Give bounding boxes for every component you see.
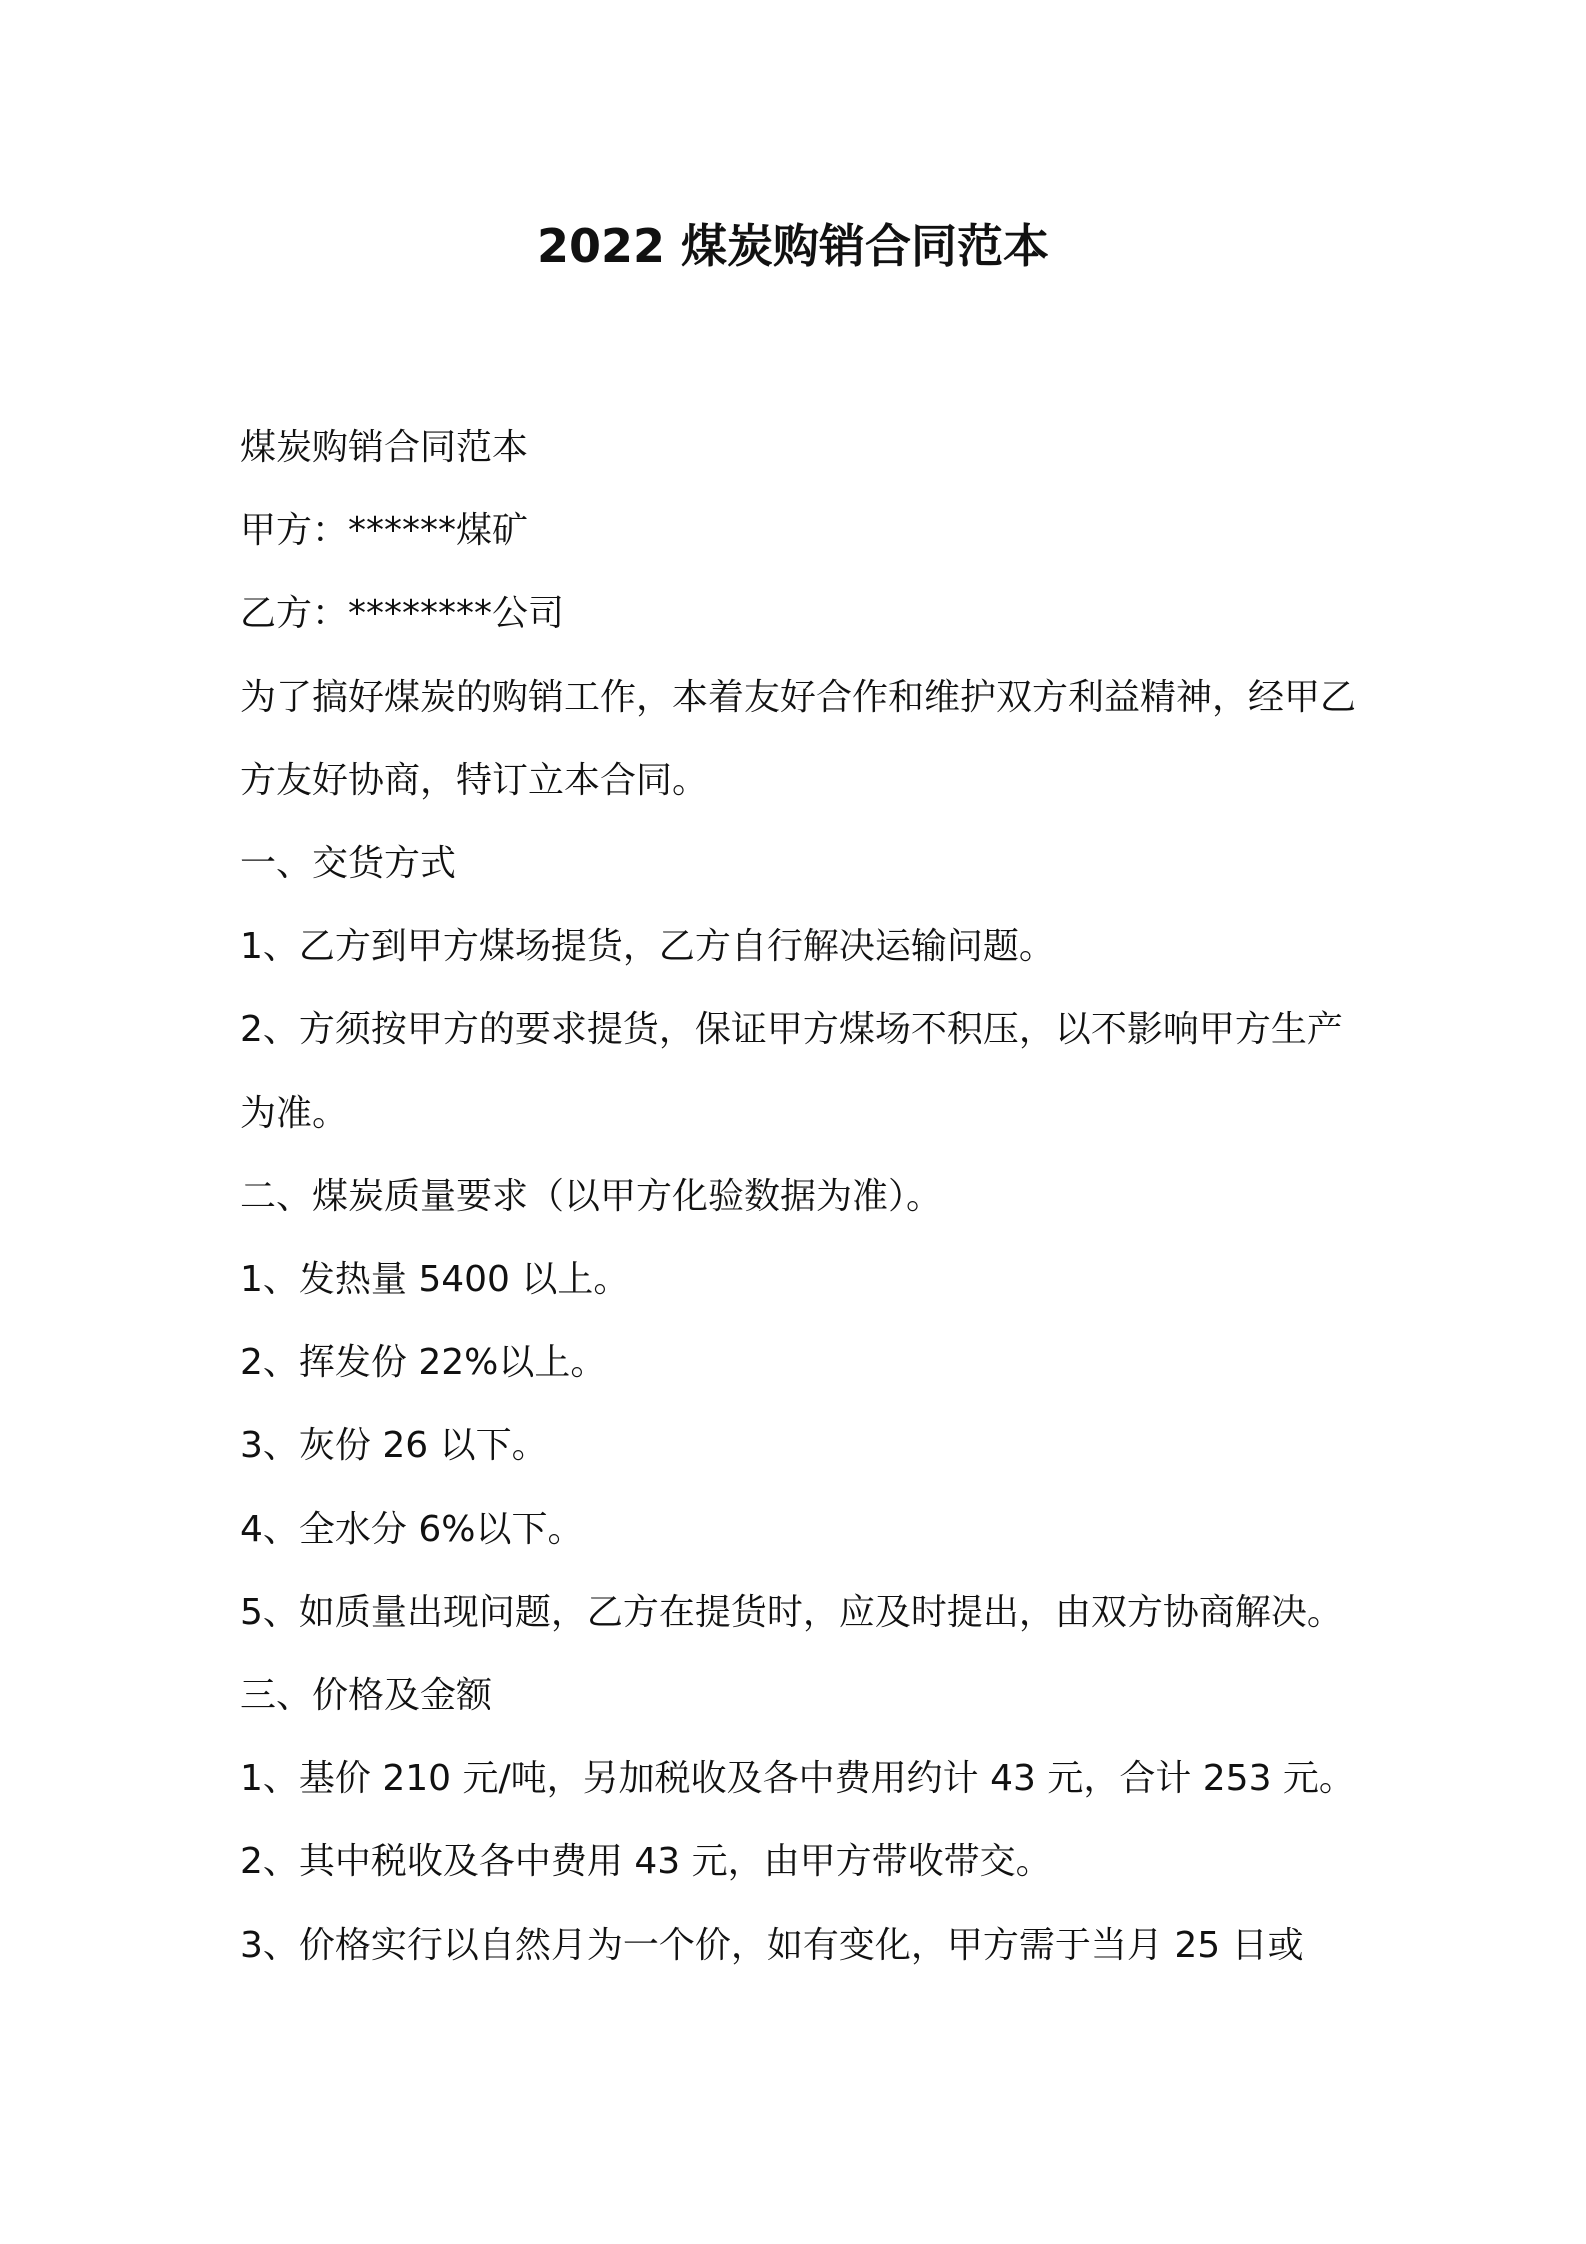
paragraph-quality-1: 1、发热量 5400 以上。 bbox=[240, 1259, 630, 1301]
paragraph-subtitle: 煤炭购销合同范本 bbox=[240, 427, 529, 468]
paragraph-price-2: 2、其中税收及各中费用 43 元，由甲方带收带交。 bbox=[240, 1841, 1052, 1883]
paragraph-party-b: 乙方：********公司 bbox=[240, 593, 565, 635]
section-heading-delivery: 一、交货方式 bbox=[240, 843, 457, 885]
section-heading-price: 三、价格及金额 bbox=[240, 1675, 493, 1717]
paragraph-quality-5: 5、如质量出现问题，乙方在提货时，应及时提出，由双方协商解决。 bbox=[240, 1591, 1343, 1633]
paragraph-delivery-1: 1、乙方到甲方煤场提货，乙方自行解决运输问题。 bbox=[240, 926, 1055, 968]
paragraph-delivery-2: 2、方须按甲方的要求提货，保证甲方煤场不积压，以不影响甲方生产为准。 bbox=[240, 1009, 1343, 1134]
paragraph-price-1: 1、基价 210 元/吨，另加税收及各中费用约计 43 元，合计 253 元。 bbox=[240, 1758, 1355, 1800]
paragraph-quality-3: 3、灰份 26 以下。 bbox=[240, 1425, 548, 1467]
paragraph-preamble: 为了搞好煤炭的购销工作，本着友好合作和维护双方利益精神，经甲乙方友好协商，特订立本合同。 bbox=[240, 676, 1357, 801]
paragraph-quality-2: 2、挥发份 22%以上。 bbox=[240, 1342, 607, 1384]
document-body bbox=[240, 406, 1400, 1987]
paragraph-quality-4: 4、全水分 6%以下。 bbox=[240, 1508, 584, 1550]
paragraph-price-3: 3、价格实行以自然月为一个价，如有变化，甲方需于当月 25 日或 bbox=[240, 1924, 1304, 1966]
paragraph-party-a: 甲方：******煤矿 bbox=[240, 510, 529, 552]
document-title: 2022 煤炭购销合同范本 bbox=[536, 219, 1050, 273]
section-heading-quality: 二、煤炭质量要求（以甲方化验数据为准）。 bbox=[240, 1175, 943, 1217]
